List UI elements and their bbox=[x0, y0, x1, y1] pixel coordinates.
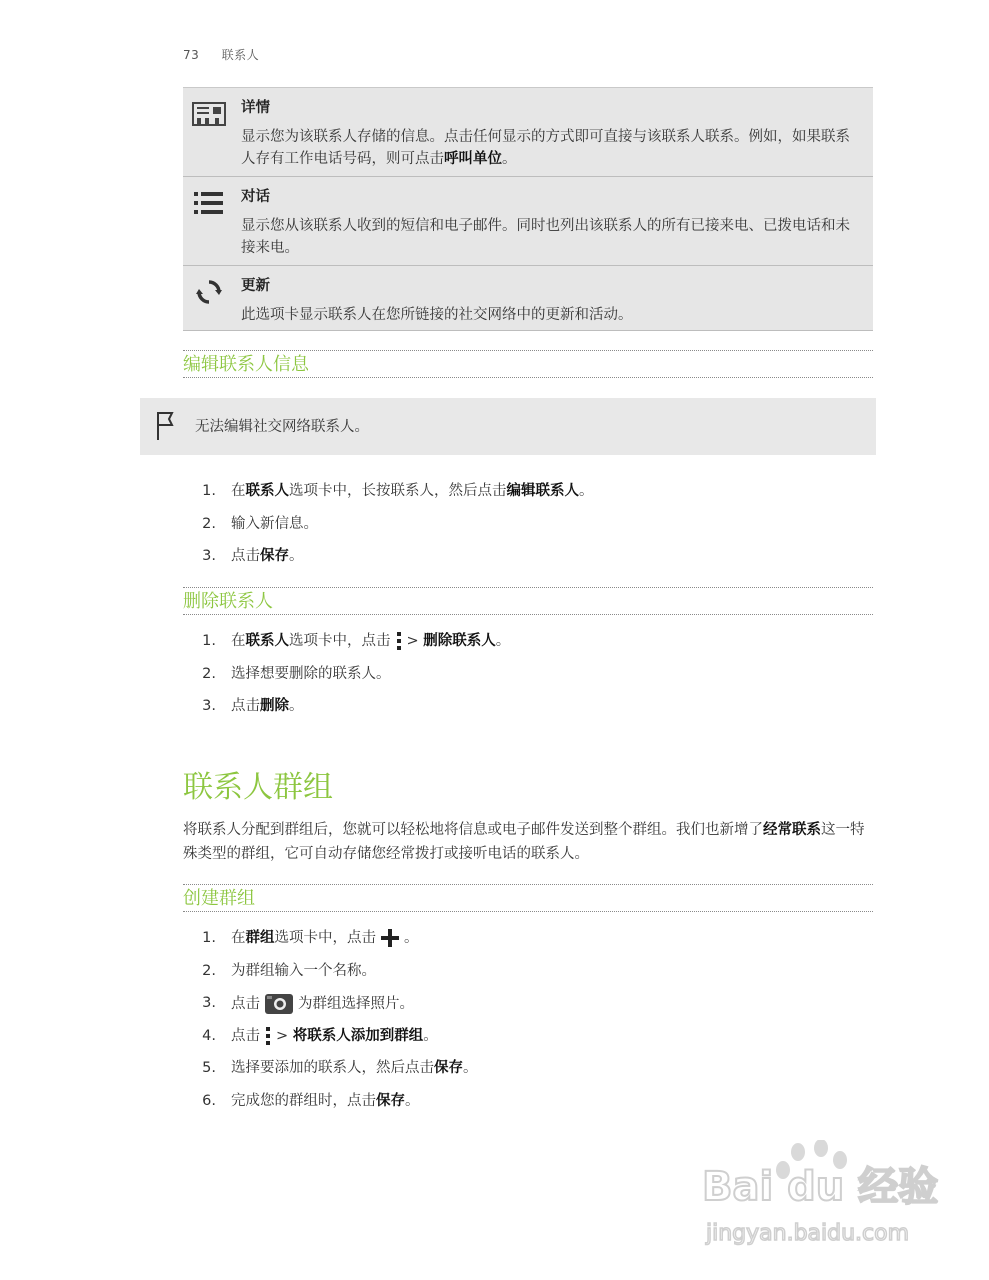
tab-description: 显示您为该联系人存储的信息。点击任何显示的方式即可直接与该联系人联系。例如，如果联系人存有工作电话号码，则可点击呼叫单位。 bbox=[241, 129, 850, 167]
list-icon bbox=[191, 189, 227, 217]
note-box bbox=[140, 398, 876, 455]
step-item: 2. 输入新信息。 bbox=[202, 515, 318, 532]
tab-row-updates bbox=[183, 266, 873, 331]
chapter-title: 联系人群组 bbox=[183, 770, 333, 805]
tab-title: 更新 bbox=[241, 278, 270, 294]
delete-steps bbox=[200, 631, 880, 729]
details-card-icon bbox=[191, 100, 227, 128]
plus-icon bbox=[380, 928, 400, 948]
contact-tabs-table bbox=[183, 87, 873, 331]
watermark-brand: Bai du 经验 bbox=[702, 1164, 939, 1210]
camera-icon bbox=[264, 993, 294, 1015]
step-item: 5. 选择要添加的联系人，然后点击保存。 bbox=[202, 1060, 478, 1076]
section-heading-create: 创建群组 bbox=[183, 884, 873, 912]
refresh-icon bbox=[191, 278, 227, 306]
edit-steps bbox=[200, 481, 880, 579]
step-item: 1. 在联系人选项卡中，点击 > 删除联系人。 bbox=[202, 633, 511, 649]
section-heading-edit: 编辑联系人信息 bbox=[183, 350, 873, 378]
tab-title: 对话 bbox=[241, 189, 270, 205]
tab-row-details bbox=[183, 88, 873, 177]
menu-dots-icon bbox=[395, 631, 403, 651]
menu-dots-icon bbox=[264, 1026, 272, 1046]
tab-title: 详情 bbox=[241, 100, 270, 116]
page-number: 73 bbox=[183, 48, 200, 62]
note-text: 无法编辑社交网络联系人。 bbox=[195, 419, 369, 435]
tab-description: 显示您从该联系人收到的短信和电子邮件。同时也列出该联系人的所有已接来电、已拨电话和未接来电。 bbox=[241, 218, 850, 256]
create-steps bbox=[200, 928, 880, 1123]
step-item: 2. 为群组输入一个名称。 bbox=[202, 962, 376, 979]
step-item: 3. 点击删除。 bbox=[202, 698, 304, 714]
section-name: 联系人 bbox=[221, 48, 260, 62]
intro-paragraph: 将联系人分配到群组后，您就可以轻松地将信息或电子邮件发送到整个群组。我们也新增了经常联系这一特殊类型的群组，它可自动存储您经常拨打或接听电话的联系人。 bbox=[183, 822, 865, 862]
step-item: 3. 点击 为群组选择照片。 bbox=[200, 993, 880, 1026]
flag-icon bbox=[154, 410, 176, 442]
section-heading-delete: 删除联系人 bbox=[183, 587, 873, 615]
baidu-watermark bbox=[700, 1140, 940, 1250]
watermark-url: jingyan.baidu.com bbox=[706, 1221, 910, 1246]
step-item: 1. 在联系人选项卡中，长按联系人，然后点击编辑联系人。 bbox=[202, 483, 594, 499]
step-item: 4. 点击 > 将联系人添加到群组。 bbox=[202, 1027, 438, 1044]
step-item: 3. 点击保存。 bbox=[202, 548, 304, 564]
step-item: 1. 在群组选项卡中，点击 。 bbox=[202, 930, 419, 946]
step-item: 6. 完成您的群组时，点击保存。 bbox=[202, 1092, 420, 1109]
tab-row-conversations bbox=[183, 177, 873, 266]
tab-description: 此选项卡显示联系人在您所链接的社交网络中的更新和活动。 bbox=[241, 307, 633, 323]
step-item: 2. 选择想要删除的联系人。 bbox=[202, 665, 391, 682]
page-header bbox=[183, 46, 259, 63]
